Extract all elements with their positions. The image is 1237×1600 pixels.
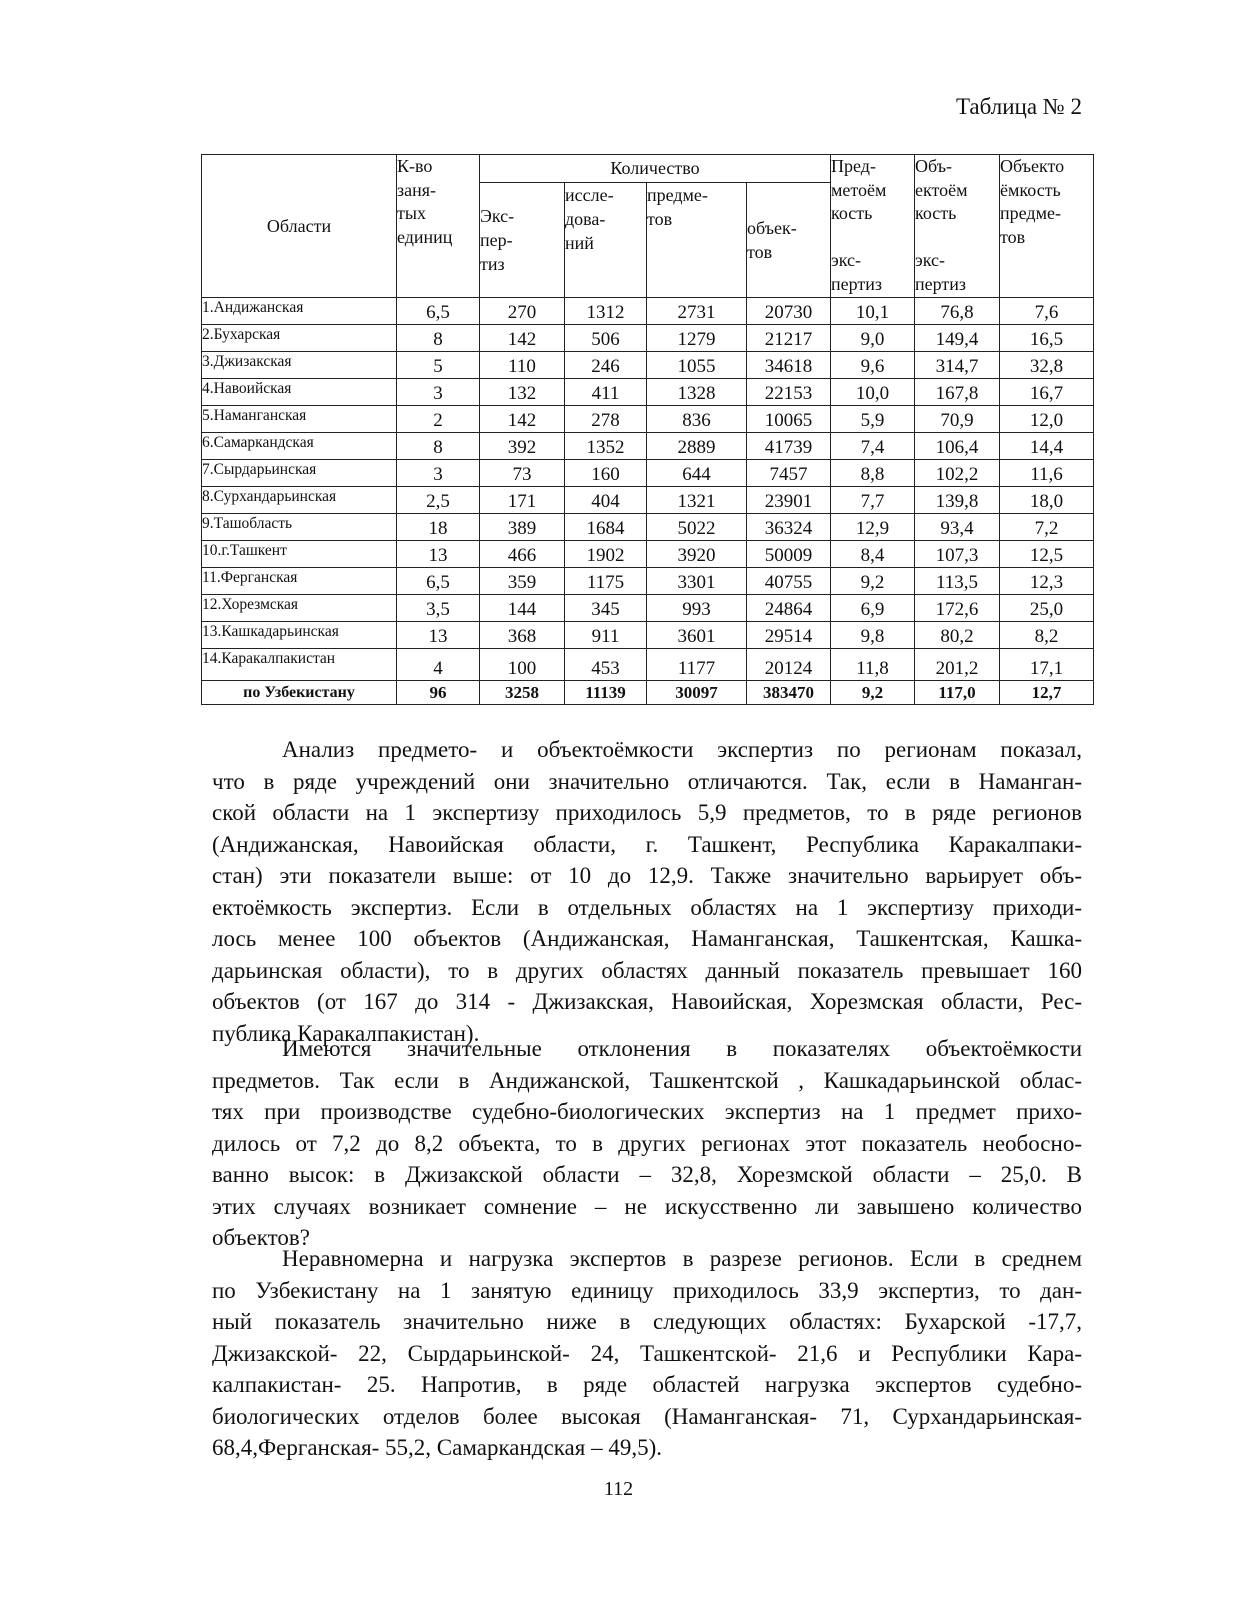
- subjects-cell: 3601: [647, 622, 747, 649]
- paragraph-line: что в ряде учреждений они значительно отличаются. Так, если в Наманган-: [212, 768, 1082, 794]
- object-capacity-cell: 139,8: [915, 487, 1000, 514]
- object-subject-capacity-cell: 12,3: [1000, 568, 1094, 595]
- object-capacity-cell: 107,3: [915, 541, 1000, 568]
- table-caption: Таблица № 2: [955, 94, 1082, 119]
- object-subject-capacity-cell: 14,4: [1000, 433, 1094, 460]
- region-name-cell: 1.Андижанская: [202, 298, 397, 325]
- table-row: [202, 379, 1094, 406]
- expertise-cell: 389: [480, 514, 565, 541]
- table-row: [202, 352, 1094, 379]
- table-row: [202, 325, 1094, 352]
- region-name-cell: 10.г.Ташкент: [202, 541, 397, 568]
- research-cell: 1175: [565, 568, 647, 595]
- research-cell: 160: [565, 460, 647, 487]
- total-region: по Узбекистану: [202, 681, 397, 705]
- total-subject-capacity: 9,2: [831, 681, 915, 705]
- paragraph-line: дилось от 7,2 до 8,2 объекта, то в других регионах этот показатель необосно-: [212, 1130, 1082, 1156]
- objects-cell: 23901: [747, 487, 831, 514]
- region-name-cell: 6.Самаркандская: [202, 433, 397, 460]
- units-cell: 3,5: [397, 595, 480, 622]
- object-subject-capacity-cell: 11,6: [1000, 460, 1094, 487]
- research-cell: 278: [565, 406, 647, 433]
- statistics-table: [201, 154, 1094, 705]
- subject-capacity-cell: 10,1: [831, 298, 915, 325]
- units-cell: 13: [397, 622, 480, 649]
- subjects-cell: 836: [647, 406, 747, 433]
- units-cell: 4: [397, 649, 480, 681]
- total-object-capacity: 117,0: [915, 681, 1000, 705]
- paragraph-line: лось менее 100 объектов (Андижанская, Наманганская, Ташкентская, Кашка-: [212, 926, 1082, 951]
- paragraph-line: тях при производстве судебно-биологических экспертиз на 1 предмет прихо-: [212, 1099, 1082, 1124]
- subject-capacity-cell: 6,9: [831, 595, 915, 622]
- region-name-cell: 2.Бухарская: [202, 325, 397, 352]
- units-cell: 6,5: [397, 298, 480, 325]
- paragraph-line: объектов (от 167 до 314 - Джизакская, Навоийская, Хорезмская области, Рес-: [212, 989, 1082, 1014]
- units-cell: 18: [397, 514, 480, 541]
- objects-cell: 36324: [747, 514, 831, 541]
- object-subject-capacity-cell: 12,5: [1000, 541, 1094, 568]
- col-header-region: Области: [202, 155, 397, 298]
- col-header-units: К-во заня- тых единиц: [397, 155, 480, 298]
- total-research: 11139: [565, 681, 647, 705]
- col-header-objects: объек- тов: [747, 183, 831, 298]
- region-name-cell: 13.Кашкадарьинская: [202, 622, 397, 649]
- paragraph-line: объектов?: [212, 1225, 310, 1250]
- paragraph-line: ектоёмкость экспертиз. Если в отдельных областях на 1 экспертизу приходи-: [212, 894, 1082, 920]
- region-name-cell: 14.Каракалпакистан: [202, 649, 397, 681]
- region-name-cell: 4.Навоийская: [202, 379, 397, 406]
- paragraph-line: ный показатель значительно ниже в следующих областях: Бухарской -17,7,: [212, 1309, 1082, 1334]
- object-subject-capacity-cell: 12,0: [1000, 406, 1094, 433]
- objects-cell: 24864: [747, 595, 831, 622]
- paragraph-line: по Узбекистану на 1 занятую единицу приходилось 33,9 экспертиз, то дан-: [212, 1277, 1082, 1303]
- object-subject-capacity-cell: 25,0: [1000, 595, 1094, 622]
- object-capacity-cell: 102,2: [915, 460, 1000, 487]
- research-cell: 411: [565, 379, 647, 406]
- subjects-cell: 5022: [647, 514, 747, 541]
- units-cell: 5: [397, 352, 480, 379]
- units-cell: 6,5: [397, 568, 480, 595]
- object-subject-capacity-cell: 32,8: [1000, 352, 1094, 379]
- table-row: [202, 649, 1094, 681]
- table-row: [202, 595, 1094, 622]
- col-header-subjects: предме- тов: [647, 183, 747, 298]
- paragraph-line: предметов. Так если в Андижанской, Ташкентской , Кашкадарьинской облас-: [212, 1067, 1082, 1093]
- paragraph-line: ванно высок: в Джизакской области – 32,8, Хорезмской области – 25,0. В: [212, 1162, 1082, 1187]
- objects-cell: 40755: [747, 568, 831, 595]
- total-subjects: 30097: [647, 681, 747, 705]
- objects-cell: 20124: [747, 649, 831, 681]
- subject-capacity-cell: 9,8: [831, 622, 915, 649]
- expertise-cell: 132: [480, 379, 565, 406]
- expertise-cell: 100: [480, 649, 565, 681]
- expertise-cell: 270: [480, 298, 565, 325]
- object-subject-capacity-cell: 17,1: [1000, 649, 1094, 681]
- expertise-cell: 142: [480, 325, 565, 352]
- region-name-cell: 11.Ферганская: [202, 568, 397, 595]
- subject-capacity-cell: 9,0: [831, 325, 915, 352]
- units-cell: 2,5: [397, 487, 480, 514]
- objects-cell: 7457: [747, 460, 831, 487]
- units-cell: 2: [397, 406, 480, 433]
- col-header-research: иссле- дова- ний: [565, 183, 647, 298]
- object-capacity-cell: 113,5: [915, 568, 1000, 595]
- research-cell: 404: [565, 487, 647, 514]
- subjects-cell: 1328: [647, 379, 747, 406]
- table-body: [202, 298, 1094, 681]
- objects-cell: 50009: [747, 541, 831, 568]
- table-row: [202, 622, 1094, 649]
- research-cell: 506: [565, 325, 647, 352]
- subject-capacity-cell: 10,0: [831, 379, 915, 406]
- paragraph-line: (Андижанская, Навоийская области, г. Ташкент, Республика Каракалпаки-: [212, 831, 1082, 857]
- expertise-cell: 142: [480, 406, 565, 433]
- page-number: 112: [603, 1478, 634, 1500]
- paragraph-line: стан) эти показатели выше: от 10 до 12,9. Также значительно варьирует объ-: [212, 863, 1082, 888]
- col-header-expertise: Экс- пер- тиз: [480, 183, 565, 298]
- table-total-row: [202, 681, 1094, 705]
- subjects-cell: 1321: [647, 487, 747, 514]
- expertise-cell: 368: [480, 622, 565, 649]
- total-expertise: 3258: [480, 681, 565, 705]
- object-subject-capacity-cell: 8,2: [1000, 622, 1094, 649]
- paragraph-workload: [212, 1243, 1082, 1464]
- object-capacity-cell: 80,2: [915, 622, 1000, 649]
- table-row: [202, 298, 1094, 325]
- col-header-quantity: Количество: [480, 155, 831, 183]
- expertise-cell: 392: [480, 433, 565, 460]
- objects-cell: 22153: [747, 379, 831, 406]
- subjects-cell: 993: [647, 595, 747, 622]
- object-capacity-cell: 93,4: [915, 514, 1000, 541]
- object-subject-capacity-cell: 18,0: [1000, 487, 1094, 514]
- subject-capacity-cell: 7,7: [831, 487, 915, 514]
- paragraph-line: Анализ предмето- и объектоёмкости экспертиз по регионам показал,: [282, 737, 1082, 762]
- table-row: [202, 541, 1094, 568]
- object-subject-capacity-cell: 16,5: [1000, 325, 1094, 352]
- region-name-cell: 9.Ташобласть: [202, 514, 397, 541]
- expertise-cell: 359: [480, 568, 565, 595]
- col-header-object-subject-capacity: Объекто ёмкость предме- тов: [1000, 155, 1094, 298]
- object-subject-capacity-cell: 7,6: [1000, 298, 1094, 325]
- expertise-cell: 73: [480, 460, 565, 487]
- subjects-cell: 1055: [647, 352, 747, 379]
- object-capacity-cell: 314,7: [915, 352, 1000, 379]
- subject-capacity-cell: 12,9: [831, 514, 915, 541]
- paragraph-line: Джизакской- 22, Сырдарьинской- 24, Ташкентской- 21,6 и Республики Кара-: [212, 1340, 1082, 1366]
- units-cell: 8: [397, 433, 480, 460]
- table-row: [202, 568, 1094, 595]
- paragraph-analysis: [212, 734, 1082, 1049]
- expertise-cell: 171: [480, 487, 565, 514]
- units-cell: 8: [397, 325, 480, 352]
- objects-cell: 34618: [747, 352, 831, 379]
- object-subject-capacity-cell: 7,2: [1000, 514, 1094, 541]
- research-cell: 345: [565, 595, 647, 622]
- subject-capacity-cell: 8,4: [831, 541, 915, 568]
- paragraph-line: калпакистан- 25. Напротив, в ряде областей нагрузка экспертов судебно-: [212, 1372, 1082, 1397]
- objects-cell: 41739: [747, 433, 831, 460]
- units-cell: 3: [397, 379, 480, 406]
- subjects-cell: 644: [647, 460, 747, 487]
- object-capacity-cell: 106,4: [915, 433, 1000, 460]
- table-row: [202, 487, 1094, 514]
- object-capacity-cell: 201,2: [915, 649, 1000, 681]
- paragraph-line: Имеются значительные отклонения в показателях объектоёмкости: [282, 1036, 1082, 1061]
- table-row: [202, 406, 1094, 433]
- object-capacity-cell: 172,6: [915, 595, 1000, 622]
- paragraph-line: биологических отделов более высокая (Наманганская- 71, Сурхандарьинская-: [212, 1403, 1082, 1429]
- paragraph-line: 68,4,Ферганская- 55,2, Самаркандская – 49,5).: [212, 1435, 662, 1460]
- region-name-cell: 12.Хорезмская: [202, 595, 397, 622]
- region-name-cell: 7.Сырдарьинская: [202, 460, 397, 487]
- subjects-cell: 1279: [647, 325, 747, 352]
- subjects-cell: 2731: [647, 298, 747, 325]
- subject-capacity-cell: 8,8: [831, 460, 915, 487]
- units-cell: 13: [397, 541, 480, 568]
- col-header-subject-capacity: Пред- метоём кость экс- пертиз: [831, 155, 915, 298]
- region-name-cell: 5.Наманганская: [202, 406, 397, 433]
- expertise-cell: 144: [480, 595, 565, 622]
- paragraph-line: дарьинская области), то в других областях данный показатель превышает 160: [212, 957, 1082, 983]
- subject-capacity-cell: 9,6: [831, 352, 915, 379]
- research-cell: 1684: [565, 514, 647, 541]
- object-capacity-cell: 70,9: [915, 406, 1000, 433]
- paragraph-deviations: [212, 1033, 1082, 1254]
- paragraph-line: ской области на 1 экспертизу приходилось 5,9 предметов, то в ряде регионов: [212, 800, 1082, 825]
- subject-capacity-cell: 9,2: [831, 568, 915, 595]
- research-cell: 453: [565, 649, 647, 681]
- units-cell: 3: [397, 460, 480, 487]
- object-capacity-cell: 76,8: [915, 298, 1000, 325]
- object-subject-capacity-cell: 16,7: [1000, 379, 1094, 406]
- paragraph-line: этих случаях возникает сомнение – не искусственно ли завышено количество: [212, 1193, 1082, 1219]
- object-capacity-cell: 149,4: [915, 325, 1000, 352]
- total-objects: 383470: [747, 681, 831, 705]
- expertise-cell: 110: [480, 352, 565, 379]
- subjects-cell: 1177: [647, 649, 747, 681]
- subjects-cell: 2889: [647, 433, 747, 460]
- paragraph-line: публика Каракалпакистан).: [212, 1020, 480, 1046]
- research-cell: 246: [565, 352, 647, 379]
- table-row: [202, 514, 1094, 541]
- research-cell: 1352: [565, 433, 647, 460]
- total-units: 96: [397, 681, 480, 705]
- region-name-cell: 3.Джизакская: [202, 352, 397, 379]
- subject-capacity-cell: 7,4: [831, 433, 915, 460]
- paragraph-line: Неравномерна и нагрузка экспертов в разрезе регионов. Если в среднем: [282, 1246, 1082, 1271]
- objects-cell: 21217: [747, 325, 831, 352]
- object-capacity-cell: 167,8: [915, 379, 1000, 406]
- research-cell: 1902: [565, 541, 647, 568]
- total-object-subject-capacity: 12,7: [1000, 681, 1094, 705]
- table-row: [202, 460, 1094, 487]
- table-row: [202, 433, 1094, 460]
- region-name-cell: 8.Сурхандарьинская: [202, 487, 397, 514]
- objects-cell: 29514: [747, 622, 831, 649]
- research-cell: 911: [565, 622, 647, 649]
- expertise-cell: 466: [480, 541, 565, 568]
- subject-capacity-cell: 5,9: [831, 406, 915, 433]
- col-header-object-capacity: Объ- ектоём кость экс- пертиз: [915, 155, 1000, 298]
- objects-cell: 10065: [747, 406, 831, 433]
- objects-cell: 20730: [747, 298, 831, 325]
- subjects-cell: 3920: [647, 541, 747, 568]
- subject-capacity-cell: 11,8: [831, 649, 915, 681]
- subjects-cell: 3301: [647, 568, 747, 595]
- research-cell: 1312: [565, 298, 647, 325]
